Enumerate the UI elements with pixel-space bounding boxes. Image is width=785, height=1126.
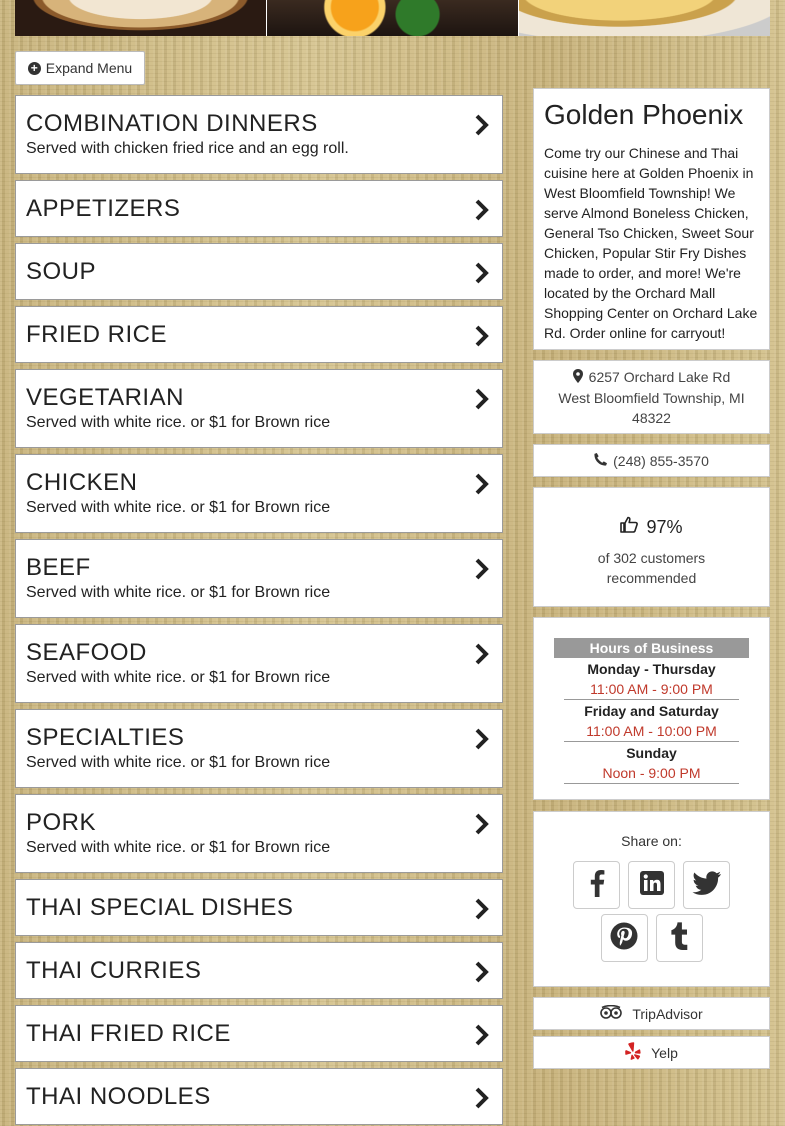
category-title: THAI CURRIES xyxy=(26,957,202,984)
yelp-link[interactable] xyxy=(533,1036,770,1069)
hours-time: 11:00 AM - 9:00 PM xyxy=(564,679,739,700)
tripadvisor-label: TripAdvisor xyxy=(632,1005,703,1022)
hours-day: Friday and Saturday xyxy=(584,703,719,719)
category-title: THAI SPECIAL DISHES xyxy=(26,894,294,921)
menu-category-appetizers[interactable] xyxy=(15,180,503,237)
yelp-label: Yelp xyxy=(651,1044,678,1061)
menu-category-seafood[interactable] xyxy=(15,624,503,703)
address-line2: West Bloomfield Township, MI xyxy=(558,390,745,406)
category-subtitle: Served with white rice. or $1 for Brown rice xyxy=(26,414,331,431)
pinterest-icon xyxy=(610,922,638,955)
menu-category-thai-fried-rice[interactable] xyxy=(15,1005,503,1062)
menu-category-thai-special-dishes[interactable] xyxy=(15,879,503,936)
menu-category-thai-curries[interactable] xyxy=(15,942,503,999)
menu-category-fried-rice[interactable] xyxy=(15,306,503,363)
hours-header: Hours of Business xyxy=(554,638,749,658)
food-photo-banner xyxy=(15,0,770,36)
rating-count: of 302 customers xyxy=(597,550,706,566)
tripadvisor-icon xyxy=(600,1005,622,1022)
food-photo-2 xyxy=(267,0,519,36)
map-marker-icon xyxy=(573,368,583,388)
chevron-right-icon xyxy=(474,324,490,348)
phone-number: (248) 855-3570 xyxy=(613,452,709,469)
expand-menu-button[interactable] xyxy=(15,51,145,85)
category-subtitle: Served with white rice. or $1 for Brown rice xyxy=(26,499,331,516)
yelp-icon xyxy=(625,1042,641,1063)
twitter-share-button[interactable] xyxy=(683,861,730,909)
hours-card xyxy=(533,617,770,800)
expand-menu-label: Expand Menu xyxy=(45,60,133,76)
phone-card[interactable] xyxy=(533,444,770,477)
category-title: BEEF xyxy=(26,554,91,581)
category-title: APPETIZERS xyxy=(26,195,181,222)
category-title: SEAFOOD xyxy=(26,639,147,666)
restaurant-name: Golden Phoenix xyxy=(544,99,744,130)
facebook-share-button[interactable] xyxy=(573,861,620,909)
menu-category-soup[interactable] xyxy=(15,243,503,300)
chevron-right-icon xyxy=(474,198,490,222)
restaurant-info-card xyxy=(533,88,770,350)
chevron-right-icon xyxy=(474,387,490,411)
phone-icon xyxy=(594,453,607,469)
chevron-right-icon xyxy=(474,642,490,666)
food-photo-3 xyxy=(519,0,770,36)
category-subtitle: Served with white rice. or $1 for Brown rice xyxy=(26,754,331,771)
category-subtitle: Served with white rice. or $1 for Brown rice xyxy=(26,839,331,856)
hours-day: Sunday xyxy=(626,745,677,761)
menu-category-beef[interactable] xyxy=(15,539,503,618)
hours-time: 11:00 AM - 10:00 PM xyxy=(564,721,739,742)
menu-category-thai-noodles[interactable] xyxy=(15,1068,503,1125)
category-subtitle: Served with white rice. or $1 for Brown rice xyxy=(26,584,331,601)
chevron-right-icon xyxy=(474,960,490,984)
chevron-right-icon xyxy=(474,727,490,751)
plus-circle-icon: + xyxy=(28,62,41,75)
rating-card xyxy=(533,487,770,607)
chevron-right-icon xyxy=(474,897,490,921)
address-line3: 48322 xyxy=(632,410,671,426)
address-card[interactable] xyxy=(533,360,770,434)
menu-category-chicken[interactable] xyxy=(15,454,503,533)
menu-categories xyxy=(15,95,503,1126)
thumbs-up-icon xyxy=(620,516,638,538)
category-title: SPECIALTIES xyxy=(26,724,185,751)
category-title: PORK xyxy=(26,809,97,836)
chevron-right-icon xyxy=(474,1023,490,1047)
chevron-right-icon xyxy=(474,1086,490,1110)
share-label: Share on: xyxy=(621,833,682,849)
category-title: FRIED RICE xyxy=(26,321,168,348)
menu-category-pork[interactable] xyxy=(15,794,503,873)
category-title: THAI FRIED RICE xyxy=(26,1020,231,1047)
tripadvisor-link[interactable] xyxy=(533,997,770,1030)
pinterest-share-button[interactable] xyxy=(601,914,648,962)
category-title: CHICKEN xyxy=(26,469,138,496)
category-title: COMBINATION DINNERS xyxy=(26,110,318,137)
category-title: THAI NOODLES xyxy=(26,1083,211,1110)
menu-category-vegetarian[interactable] xyxy=(15,369,503,448)
chevron-right-icon xyxy=(474,472,490,496)
chevron-right-icon xyxy=(474,261,490,285)
chevron-right-icon xyxy=(474,812,490,836)
tumblr-share-button[interactable] xyxy=(656,914,703,962)
category-title: SOUP xyxy=(26,258,97,285)
category-subtitle: Served with white rice. or $1 for Brown rice xyxy=(26,669,331,686)
tumblr-icon xyxy=(670,922,688,955)
linkedin-icon xyxy=(639,870,665,901)
category-title: VEGETARIAN xyxy=(26,384,184,411)
rating-percent: 97% xyxy=(646,516,683,537)
category-subtitle: Served with chicken fried rice and an egg roll. xyxy=(26,140,349,157)
chevron-right-icon xyxy=(474,113,490,137)
address-line1: 6257 Orchard Lake Rd xyxy=(588,369,731,385)
facebook-icon xyxy=(589,869,605,902)
food-photo-1 xyxy=(15,0,267,36)
hours-day: Monday - Thursday xyxy=(587,661,716,677)
twitter-icon xyxy=(692,871,722,900)
hours-time: Noon - 9:00 PM xyxy=(564,763,739,784)
menu-category-specialties[interactable] xyxy=(15,709,503,788)
linkedin-share-button[interactable] xyxy=(628,861,675,909)
menu-category-combination-dinners[interactable] xyxy=(15,95,503,174)
chevron-right-icon xyxy=(474,557,490,581)
restaurant-description: Come try our Chinese and Thai cuisine here at Golden Phoenix in West Bloomfield Township! We serve Almond Boneless Chicken, General Tso Chicken, Sweet Sour Chicken, Popular Stir Fry Dishes made to order, and more! We're located by the Orchard Mall Shopping Center on Orchard Lake Rd. Order online for carryout! xyxy=(544,145,758,341)
share-card xyxy=(533,811,770,987)
rating-recommended: recommended xyxy=(606,570,697,586)
